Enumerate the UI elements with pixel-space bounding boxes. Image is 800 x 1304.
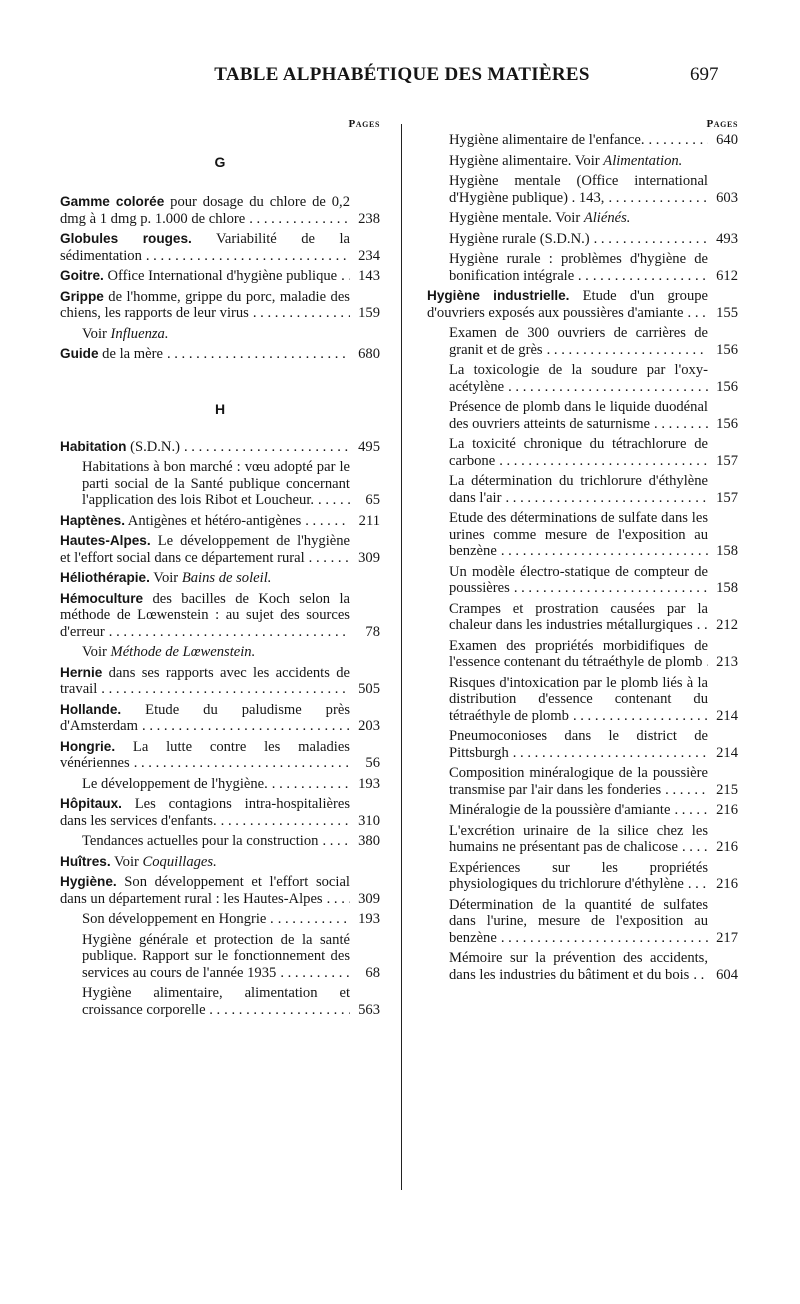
index-entry	[427, 210, 738, 227]
entry-page-number: 158	[716, 543, 738, 559]
entry-description: Mémoire sur la prévention des accidents, dans les industries du bâtiment et du bois	[449, 950, 708, 983]
page-title: TABLE ALPHABÉTIQUE DES MATIÈRES	[214, 64, 590, 85]
entry-text	[60, 513, 350, 530]
entry-page-number: 155	[716, 304, 738, 321]
entry-text	[449, 675, 708, 725]
entry-term: Globules rouges.	[60, 231, 192, 246]
entry-page-number: 563	[358, 1001, 380, 1018]
entry-term: Huîtres.	[60, 853, 111, 869]
letter-heading-h: H	[214, 400, 226, 417]
entry-text	[60, 854, 380, 871]
entry-description: de la mère	[98, 346, 163, 362]
entry-page-number: 238	[358, 210, 380, 227]
index-entry	[427, 288, 738, 321]
entry-page-number: 156	[716, 341, 738, 358]
index-entry	[427, 675, 738, 725]
entry-page-number: 156	[716, 378, 738, 395]
entry-page-number: 380	[358, 833, 380, 849]
index-list-h-continued	[427, 132, 738, 983]
entry-text	[449, 765, 708, 798]
index-list-h	[60, 439, 380, 1019]
entry-text	[60, 231, 350, 264]
entry-description: Variabilité de la sédimentation	[60, 231, 350, 264]
entry-description: dans ses rapports avec les accidents de travail	[60, 664, 350, 697]
entry-term: Hautes-Alpes.	[60, 533, 151, 548]
entry-text	[449, 210, 738, 227]
entry-page-number: 310	[358, 812, 380, 829]
see-reference-target: Influenza.	[110, 325, 169, 342]
entry-page-number: 217	[716, 929, 738, 946]
index-entry	[60, 570, 380, 587]
index-entry	[60, 459, 380, 509]
index-entry	[60, 194, 380, 227]
entry-page-number: 78	[365, 623, 380, 640]
index-entry	[60, 702, 380, 735]
see-reference: Voir	[82, 325, 111, 342]
entry-page-number: 211	[358, 512, 380, 529]
letter-heading-g: G	[214, 154, 226, 170]
entry-page-number: 216	[716, 839, 738, 855]
entry-term: Habitation	[60, 438, 127, 454]
entry-description: La lutte contre les maladies vénériennes	[60, 738, 350, 771]
entry-description: L'excrétion urinaire de la silice chez les humains ne présentant pas de chalicose	[449, 822, 708, 855]
entry-page-number: 203	[358, 718, 380, 734]
entry-text	[60, 439, 350, 456]
entry-text	[449, 802, 708, 819]
entry-page-number: 156	[716, 415, 738, 432]
entry-description: Expériences sur les propriétés physiologiques du trichlorure d'éthylène	[449, 859, 708, 892]
entry-text	[60, 702, 350, 735]
index-entry	[427, 765, 738, 798]
index-entry	[60, 932, 380, 982]
index-entry	[60, 439, 380, 456]
entry-page-number: 234	[358, 247, 380, 264]
entry-term: Hygiène industrielle.	[427, 288, 570, 303]
see-reference-target: Bains de soleil.	[181, 570, 272, 586]
entry-page-number: 157	[716, 452, 738, 469]
entry-description: Office International d'hygiène publique	[103, 268, 338, 284]
entry-term: Hémoculture	[60, 590, 144, 606]
entry-term: Héliothérapie.	[60, 570, 150, 585]
entry-description: Hygiène rurale (S.D.N.)	[449, 230, 590, 247]
see-reference: Voir	[82, 644, 111, 660]
entry-page-number: 65	[365, 492, 380, 508]
index-entry	[427, 950, 738, 983]
index-entry	[60, 665, 380, 698]
entry-text	[449, 325, 708, 358]
entry-description: Etude d'un groupe d'ouvriers exposés aux poussières d'amiante	[427, 288, 708, 321]
entry-term: Hygiène.	[60, 874, 117, 889]
entry-description: Tendances actuelles pour la construction	[82, 833, 319, 849]
entry-description: Examen de 300 ouvriers de carrières de granit et de grès	[449, 325, 708, 358]
index-entry	[427, 860, 738, 893]
index-entry	[427, 897, 738, 947]
entry-description: Voir	[149, 570, 182, 586]
entry-text	[449, 728, 708, 761]
entry-text	[449, 231, 708, 248]
entry-page-number: 157	[716, 489, 738, 506]
entry-text	[60, 533, 350, 566]
entry-description: Crampes et prostration causées par la chaleur dans les industries métallurgiques	[449, 600, 708, 633]
index-list-g	[60, 194, 380, 363]
entry-text	[449, 473, 708, 506]
entry-description: Antigènes et hétéro-antigènes	[124, 512, 302, 529]
entry-page-number: 612	[716, 267, 738, 284]
entry-text	[449, 601, 708, 634]
entry-page-number: 505	[358, 681, 380, 697]
index-entry	[60, 854, 380, 871]
entry-text	[449, 638, 708, 671]
entry-text	[82, 459, 350, 509]
pages-column-label: Pages	[348, 118, 380, 130]
entry-term: Goitre.	[60, 268, 104, 283]
entry-text	[60, 194, 350, 227]
index-entry	[427, 638, 738, 671]
entry-text	[60, 268, 350, 285]
index-entry	[60, 644, 380, 661]
entry-text	[82, 833, 350, 850]
entry-page-number: 193	[358, 775, 380, 792]
index-entry	[427, 601, 738, 634]
index-entry	[427, 564, 738, 597]
entry-description: Pneumoconioses dans le district de Pittsburgh	[449, 728, 708, 761]
entry-text	[60, 346, 350, 363]
entry-page-number: 495	[358, 438, 380, 455]
index-entry	[427, 399, 738, 432]
entry-text	[427, 288, 708, 321]
entry-description: La toxicité chronique du tétrachlorure de carbone	[449, 436, 708, 469]
index-entry	[427, 231, 738, 248]
entry-text	[449, 564, 708, 597]
entry-description: Son développement et l'effort social dans un département rural : les Hautes-Alpes	[60, 874, 350, 907]
entry-description: Hygiène alimentaire de l'enfance.	[449, 132, 645, 148]
index-entry	[427, 132, 738, 149]
index-entry	[427, 510, 738, 560]
index-entry	[60, 776, 380, 793]
see-reference-target: Méthode de Lœwenstein.	[110, 644, 256, 660]
entry-text	[449, 823, 708, 856]
entry-description: Examen des propriétés morbidifiques de l'essence contenant du tétraéthyle de plomb	[449, 637, 708, 670]
see-reference-target: Coquillages.	[142, 853, 217, 870]
entry-text	[60, 665, 350, 698]
entry-text	[449, 510, 708, 560]
index-entry	[427, 728, 738, 761]
index-entry	[60, 533, 380, 566]
entry-text	[449, 399, 708, 432]
entry-term: Gamme colorée	[60, 194, 165, 209]
entry-text	[82, 644, 380, 661]
pages-column-label: Pages	[706, 118, 738, 130]
entry-term: Hôpitaux.	[60, 796, 122, 811]
index-entry	[60, 739, 380, 772]
entry-description: Hygiène alimentaire. Voir	[449, 152, 604, 169]
entry-description: Le développement de l'hygiène.	[82, 775, 268, 792]
entry-description: Hygiène mentale. Voir	[449, 210, 584, 226]
see-reference-target: Alimentation.	[603, 152, 683, 169]
entry-text	[60, 289, 350, 322]
entry-term: Grippe	[60, 288, 104, 304]
entry-text	[60, 591, 350, 641]
index-entry	[427, 251, 738, 284]
entry-page-number: 214	[716, 744, 738, 761]
index-entry	[60, 513, 380, 530]
index-entry	[427, 173, 738, 206]
entry-page-number: 212	[716, 617, 738, 633]
entry-description: La toxicologie de la soudure par l'oxy-acétylène	[449, 362, 708, 395]
index-entry	[60, 289, 380, 322]
entry-page-number: 215	[716, 781, 738, 798]
index-entry	[60, 268, 380, 285]
entry-text	[449, 897, 708, 947]
entry-description: Présence de plomb dans le liquide duodénal des ouvriers atteints de saturnisme	[449, 399, 708, 432]
index-entry	[60, 346, 380, 363]
entry-description: des bacilles de Koch selon la méthode de Lœwenstein : au sujet des sources d'erreur	[60, 590, 350, 640]
right-column	[427, 118, 738, 987]
entry-page-number: 216	[716, 876, 738, 892]
index-entry	[427, 823, 738, 856]
entry-term: Hongrie.	[60, 738, 116, 754]
entry-page-number: 603	[716, 189, 738, 206]
entry-text	[60, 874, 350, 907]
index-entry	[427, 473, 738, 506]
index-entry	[60, 796, 380, 829]
page-number: 697	[690, 64, 719, 85]
entry-description: Voir	[110, 853, 143, 870]
entry-description: Hygiène rurale : problèmes d'hygiène de bonification intégrale . .	[449, 251, 708, 284]
index-entry	[427, 153, 738, 170]
entry-page-number: 493	[716, 230, 738, 247]
entry-text	[82, 776, 350, 793]
entry-text	[449, 860, 708, 893]
entry-page-number: 216	[716, 802, 738, 818]
entry-description: Détermination de la quantité de sulfates dans l'urine, mesure de l'exposition au benzène	[449, 896, 708, 946]
entry-description: Composition minéralogique de la poussière transmise par l'air dans les fonderies	[449, 765, 708, 798]
entry-page-number: 159	[358, 305, 380, 321]
entry-page-number: 158	[716, 580, 738, 596]
entry-description: Hygiène mentale (Office international d'Hygiène publique) . 143,	[449, 173, 708, 206]
entry-text	[449, 362, 708, 395]
entry-page-number: 604	[716, 966, 738, 983]
entry-description: pour dosage du chlore de 0,2 dmg à 1 dmg p. 1.000 de chlore	[60, 194, 350, 227]
entry-text	[60, 739, 350, 772]
entry-term: Hernie	[60, 664, 103, 680]
index-entry	[427, 325, 738, 358]
index-entry	[60, 833, 380, 850]
entry-text	[449, 251, 708, 284]
index-entry	[60, 591, 380, 641]
entry-description: Un modèle électro-statique de compteur de poussières	[449, 563, 708, 596]
index-entry	[60, 231, 380, 264]
entry-text	[449, 436, 708, 469]
entry-page-number: 193	[358, 911, 380, 927]
entry-page-number: 56	[365, 755, 380, 771]
entry-page-number: 68	[365, 964, 380, 981]
entry-description: Hygiène générale et protection de la santé publique. Rapport sur le fonctionnement des services au cours de l'année 1935	[82, 931, 350, 981]
see-reference-target: Aliénés.	[583, 210, 631, 226]
entry-text	[60, 570, 380, 587]
entry-page-number: 680	[358, 346, 380, 362]
index-entry	[60, 985, 380, 1018]
entry-text	[449, 173, 708, 206]
entry-description: Minéralogie de la poussière d'amiante	[449, 802, 671, 818]
entry-text	[60, 796, 350, 829]
entry-page-number: 213	[716, 654, 738, 670]
entry-description: Habitations à bon marché : vœu adopté par le parti social de la Santé publique concernant l'application des lois Ribot et Loucheur.	[82, 459, 350, 508]
entry-description: Risques d'intoxication par le plomb liés à la distribution d'essence contenant du tétraéthyle de plomb	[449, 674, 708, 724]
entry-description: Hygiène alimentaire, alimentation et croissance corporelle . .	[82, 985, 350, 1018]
entry-description: Son développement en Hongrie .	[82, 911, 274, 927]
left-column	[60, 118, 380, 1022]
index-entry	[60, 911, 380, 928]
entry-page-number: 309	[358, 549, 380, 566]
index-entry	[60, 874, 380, 907]
entry-term: Guide	[60, 346, 99, 361]
entry-page-number: 143	[358, 268, 380, 284]
index-entry	[427, 436, 738, 469]
entry-page-number: 309	[358, 890, 380, 907]
entry-text	[449, 153, 738, 170]
entry-description: de l'homme, grippe du porc, maladie des chiens, les rapports de leur virus	[60, 288, 350, 321]
entry-description: Etude des déterminations de sulfate dans les urines comme mesure de l'exposition au benzène	[449, 510, 708, 559]
entry-term: Hollande.	[60, 701, 122, 717]
entry-text	[449, 950, 708, 983]
entry-text	[449, 132, 708, 149]
index-entry	[427, 362, 738, 395]
column-divider	[401, 124, 402, 1190]
entry-text	[82, 932, 350, 982]
entry-description: Etude du paludisme près d'Amsterdam	[60, 701, 350, 734]
entry-description: Les contagions intra-hospitalières dans les services d'enfants.	[60, 796, 350, 829]
entry-description: La détermination du trichlorure d'éthylène dans l'air	[449, 473, 708, 506]
entry-page-number: 640	[716, 132, 738, 148]
entry-page-number: 214	[716, 707, 738, 724]
index-entry	[60, 326, 380, 343]
entry-text	[82, 326, 380, 343]
entry-description: (S.D.N.)	[126, 438, 180, 455]
index-entry	[427, 802, 738, 819]
entry-term: Haptènes.	[60, 512, 125, 528]
entry-description: Le développement de l'hygiène et l'effort social dans ce département rural	[60, 533, 350, 566]
entry-text	[82, 911, 350, 928]
entry-text	[82, 985, 350, 1018]
